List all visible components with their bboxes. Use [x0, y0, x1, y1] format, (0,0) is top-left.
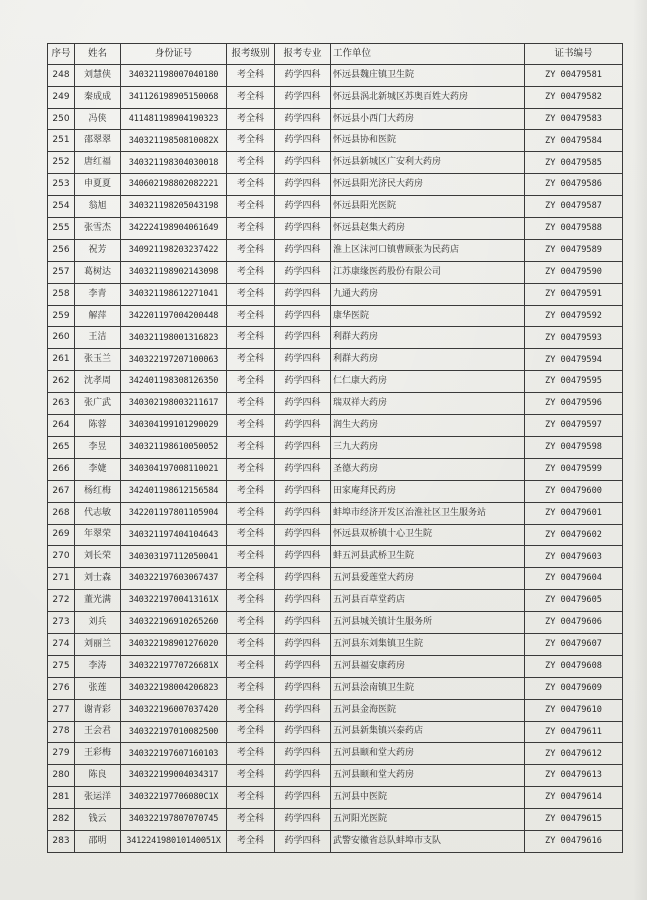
- certificate-number: ZY 00479587: [525, 196, 623, 218]
- work-unit: 五河县颐和堂大药房: [331, 765, 525, 787]
- exam-level: 考全科: [227, 393, 275, 415]
- certificate-number: ZY 00479591: [525, 283, 623, 305]
- exam-major: 药学四科: [275, 349, 331, 371]
- header-row: [48, 44, 623, 65]
- work-unit: 五河县东刘集镇卫生院: [331, 633, 525, 655]
- work-unit: 五河县福安康药房: [331, 655, 525, 677]
- certificate-number: ZY 00479603: [525, 546, 623, 568]
- work-unit: 怀远县双桥镇十心卫生院: [331, 524, 525, 546]
- exam-major: 药学四科: [275, 86, 331, 108]
- id-number: 340322197607160103: [121, 743, 227, 765]
- id-number: 340321198610050052: [121, 436, 227, 458]
- exam-level: 考全科: [227, 415, 275, 437]
- table-row: [48, 239, 623, 261]
- work-unit: 蚌埠市经济开发区治淮社区卫生服务站: [331, 502, 525, 524]
- person-name: 刘士森: [75, 568, 121, 590]
- exam-level: 考全科: [227, 480, 275, 502]
- table-row: [48, 590, 623, 612]
- work-unit: 五河县颐和堂大药房: [331, 743, 525, 765]
- row-number: 282: [48, 809, 75, 831]
- certificate-number: ZY 00479611: [525, 721, 623, 743]
- exam-level: 考全科: [227, 743, 275, 765]
- exam-level: 考全科: [227, 612, 275, 634]
- row-number: 258: [48, 283, 75, 305]
- id-number: 340304199101290029: [121, 415, 227, 437]
- person-name: 沈孝周: [75, 371, 121, 393]
- table-row: [48, 349, 623, 371]
- exam-major: 药学四科: [275, 633, 331, 655]
- exam-level: 考全科: [227, 371, 275, 393]
- row-number: 253: [48, 174, 75, 196]
- exam-major: 药学四科: [275, 174, 331, 196]
- work-unit: 瑞双祥大药房: [331, 393, 525, 415]
- header-no: 序号: [48, 44, 75, 65]
- exam-major: 药学四科: [275, 677, 331, 699]
- exam-major: 药学四科: [275, 590, 331, 612]
- exam-major: 药学四科: [275, 239, 331, 261]
- work-unit: 三九大药房: [331, 436, 525, 458]
- person-name: 李青: [75, 283, 121, 305]
- person-name: 李婕: [75, 458, 121, 480]
- id-number: 342401198612156584: [121, 480, 227, 502]
- table-row: [48, 458, 623, 480]
- work-unit: 润生大药房: [331, 415, 525, 437]
- certificate-number: ZY 00479582: [525, 86, 623, 108]
- exam-level: 考全科: [227, 196, 275, 218]
- row-number: 259: [48, 305, 75, 327]
- exam-level: 考全科: [227, 633, 275, 655]
- work-unit: 仁仁康大药房: [331, 371, 525, 393]
- person-name: 陈蓉: [75, 415, 121, 437]
- table-row: [48, 174, 623, 196]
- exam-level: 考全科: [227, 86, 275, 108]
- table-row: [48, 524, 623, 546]
- table-row: [48, 415, 623, 437]
- person-name: 张运洋: [75, 787, 121, 809]
- work-unit: 康华医院: [331, 305, 525, 327]
- work-unit: 怀远县魏庄镇卫生院: [331, 64, 525, 86]
- table-row: [48, 305, 623, 327]
- row-number: 272: [48, 590, 75, 612]
- id-number: 342201197801105904: [121, 502, 227, 524]
- exam-level: 考全科: [227, 809, 275, 831]
- row-number: 280: [48, 765, 75, 787]
- table-row: [48, 765, 623, 787]
- work-unit: 怀远县小西门大药房: [331, 108, 525, 130]
- work-unit: 九通大药房: [331, 283, 525, 305]
- row-number: 274: [48, 633, 75, 655]
- exam-major: 药学四科: [275, 371, 331, 393]
- certificate-number: ZY 00479585: [525, 152, 623, 174]
- id-number: 340322197706080C1X: [121, 787, 227, 809]
- exam-level: 考全科: [227, 174, 275, 196]
- exam-level: 考全科: [227, 568, 275, 590]
- exam-level: 考全科: [227, 524, 275, 546]
- person-name: 刘慧侠: [75, 64, 121, 86]
- person-name: 刘兵: [75, 612, 121, 634]
- row-number: 265: [48, 436, 75, 458]
- row-number: 281: [48, 787, 75, 809]
- certificate-number: ZY 00479583: [525, 108, 623, 130]
- exam-major: 药学四科: [275, 655, 331, 677]
- person-name: 张雪杰: [75, 218, 121, 240]
- work-unit: 蚌五河县武桥卫生院: [331, 546, 525, 568]
- table-row: [48, 721, 623, 743]
- table-row: [48, 546, 623, 568]
- header-id: 身份证号: [121, 44, 227, 65]
- id-number: 340322196910265260: [121, 612, 227, 634]
- work-unit: 田家庵拜民药房: [331, 480, 525, 502]
- row-number: 276: [48, 677, 75, 699]
- work-unit: 怀远县阳光医院: [331, 196, 525, 218]
- exam-major: 药学四科: [275, 152, 331, 174]
- exam-major: 药学四科: [275, 415, 331, 437]
- work-unit: 五河县新集镇兴泰药店: [331, 721, 525, 743]
- certificate-number: ZY 00479594: [525, 349, 623, 371]
- certificate-number: ZY 00479596: [525, 393, 623, 415]
- exam-major: 药学四科: [275, 458, 331, 480]
- header-name: 姓名: [75, 44, 121, 65]
- exam-major: 药学四科: [275, 196, 331, 218]
- exam-level: 考全科: [227, 436, 275, 458]
- certificate-number: ZY 00479590: [525, 261, 623, 283]
- exam-major: 药学四科: [275, 787, 331, 809]
- work-unit: 武警安徽省总队蚌埠市支队: [331, 830, 525, 852]
- id-number: 340322197207100063: [121, 349, 227, 371]
- table-row: [48, 283, 623, 305]
- exam-major: 药学四科: [275, 699, 331, 721]
- exam-major: 药学四科: [275, 743, 331, 765]
- certificate-number: ZY 00479605: [525, 590, 623, 612]
- certificate-number: ZY 00479598: [525, 436, 623, 458]
- exam-level: 考全科: [227, 590, 275, 612]
- table-body: [48, 64, 623, 852]
- exam-level: 考全科: [227, 787, 275, 809]
- row-number: 263: [48, 393, 75, 415]
- table-row: [48, 677, 623, 699]
- id-number: 340322199004034317: [121, 765, 227, 787]
- exam-major: 药学四科: [275, 524, 331, 546]
- row-number: 283: [48, 830, 75, 852]
- table-row: [48, 633, 623, 655]
- header-major: 报考专业: [275, 44, 331, 65]
- person-name: 秦成成: [75, 86, 121, 108]
- table-row: [48, 480, 623, 502]
- exam-level: 考全科: [227, 458, 275, 480]
- table-row: [48, 86, 623, 108]
- id-number: 340322197807070745: [121, 809, 227, 831]
- work-unit: 淮上区沫河口镇曹顾张为民药店: [331, 239, 525, 261]
- person-name: 葛树达: [75, 261, 121, 283]
- table-row: [48, 152, 623, 174]
- row-number: 249: [48, 86, 75, 108]
- row-number: 250: [48, 108, 75, 130]
- id-number: 340321198304030018: [121, 152, 227, 174]
- row-number: 277: [48, 699, 75, 721]
- certificate-number: ZY 00479604: [525, 568, 623, 590]
- table-row: [48, 393, 623, 415]
- certificate-number: ZY 00479616: [525, 830, 623, 852]
- person-name: 陈良: [75, 765, 121, 787]
- exam-major: 药学四科: [275, 108, 331, 130]
- work-unit: 五河县金海医院: [331, 699, 525, 721]
- exam-major: 药学四科: [275, 546, 331, 568]
- person-name: 祝芳: [75, 239, 121, 261]
- person-name: 代志敏: [75, 502, 121, 524]
- person-name: 邵明: [75, 830, 121, 852]
- work-unit: 五河县城关镇计生服务所: [331, 612, 525, 634]
- exam-level: 考全科: [227, 349, 275, 371]
- row-number: 251: [48, 130, 75, 152]
- id-number: 340322198901276020: [121, 633, 227, 655]
- work-unit: 怀远县阳光济民大药房: [331, 174, 525, 196]
- certificate-number: ZY 00479599: [525, 458, 623, 480]
- work-unit: 五河县爱莲堂大药房: [331, 568, 525, 590]
- header-level: 报考级别: [227, 44, 275, 65]
- id-number: 340322197010082500: [121, 721, 227, 743]
- id-number: 340321198612271041: [121, 283, 227, 305]
- exam-level: 考全科: [227, 721, 275, 743]
- exam-level: 考全科: [227, 239, 275, 261]
- id-number: 34032219770726681X: [121, 655, 227, 677]
- exam-level: 考全科: [227, 699, 275, 721]
- row-number: 268: [48, 502, 75, 524]
- exam-major: 药学四科: [275, 721, 331, 743]
- exam-major: 药学四科: [275, 830, 331, 852]
- work-unit: 圣德大药房: [331, 458, 525, 480]
- exam-level: 考全科: [227, 677, 275, 699]
- person-name: 杨红梅: [75, 480, 121, 502]
- row-number: 269: [48, 524, 75, 546]
- exam-major: 药学四科: [275, 64, 331, 86]
- table-row: [48, 830, 623, 852]
- table-row: [48, 809, 623, 831]
- certificate-number: ZY 00479597: [525, 415, 623, 437]
- id-number: 34032119850810082X: [121, 130, 227, 152]
- person-name: 钱云: [75, 809, 121, 831]
- certificate-number: ZY 00479584: [525, 130, 623, 152]
- work-unit: 利群大药房: [331, 349, 525, 371]
- row-number: 257: [48, 261, 75, 283]
- table-row: [48, 196, 623, 218]
- exam-level: 考全科: [227, 152, 275, 174]
- id-number: 340322198004206823: [121, 677, 227, 699]
- exam-level: 考全科: [227, 305, 275, 327]
- id-number: 340321198205043198: [121, 196, 227, 218]
- certificate-number: ZY 00479613: [525, 765, 623, 787]
- id-number: 340302198003211617: [121, 393, 227, 415]
- row-number: 278: [48, 721, 75, 743]
- id-number: 411481198904190323: [121, 108, 227, 130]
- row-number: 252: [48, 152, 75, 174]
- person-name: 张广武: [75, 393, 121, 415]
- certificate-number: ZY 00479602: [525, 524, 623, 546]
- work-unit: 怀远县新城区广安利大药房: [331, 152, 525, 174]
- certificate-number: ZY 00479593: [525, 327, 623, 349]
- person-name: 邵翠翠: [75, 130, 121, 152]
- work-unit: 五河县百草堂药店: [331, 590, 525, 612]
- person-name: 唐红福: [75, 152, 121, 174]
- person-name: 李涛: [75, 655, 121, 677]
- header-cert: 证书编号: [525, 44, 623, 65]
- work-unit: 江苏康缘医药股份有限公司: [331, 261, 525, 283]
- id-number: 340321198902143098: [121, 261, 227, 283]
- table-row: [48, 130, 623, 152]
- row-number: 266: [48, 458, 75, 480]
- exam-major: 药学四科: [275, 130, 331, 152]
- exam-level: 考全科: [227, 261, 275, 283]
- person-name: 解萍: [75, 305, 121, 327]
- row-number: 267: [48, 480, 75, 502]
- exam-level: 考全科: [227, 218, 275, 240]
- certificate-number: ZY 00479606: [525, 612, 623, 634]
- table-row: [48, 108, 623, 130]
- person-name: 董光满: [75, 590, 121, 612]
- table-row: [48, 327, 623, 349]
- id-number: 342401198308126350: [121, 371, 227, 393]
- exam-level: 考全科: [227, 283, 275, 305]
- work-unit: 五河县浍南镇卫生院: [331, 677, 525, 699]
- row-number: 261: [48, 349, 75, 371]
- id-number: 340303197112050041: [121, 546, 227, 568]
- person-name: 翁旭: [75, 196, 121, 218]
- table-row: [48, 371, 623, 393]
- row-number: 255: [48, 218, 75, 240]
- row-number: 260: [48, 327, 75, 349]
- certificate-number: ZY 00479588: [525, 218, 623, 240]
- person-name: 刘丽兰: [75, 633, 121, 655]
- certificate-number: ZY 00479600: [525, 480, 623, 502]
- exam-major: 药学四科: [275, 502, 331, 524]
- id-number: 342224198904061649: [121, 218, 227, 240]
- exam-major: 药学四科: [275, 327, 331, 349]
- work-unit: 五河县中医院: [331, 787, 525, 809]
- certificate-number: ZY 00479607: [525, 633, 623, 655]
- work-unit: 怀远县涡北新城区苏奥百姓大药房: [331, 86, 525, 108]
- exam-level: 考全科: [227, 655, 275, 677]
- person-name: 冯侠: [75, 108, 121, 130]
- certificate-number: ZY 00479614: [525, 787, 623, 809]
- page-edge-shadow: [633, 0, 647, 900]
- exam-level: 考全科: [227, 130, 275, 152]
- certificate-number: ZY 00479615: [525, 809, 623, 831]
- work-unit: 利群大药房: [331, 327, 525, 349]
- exam-level: 考全科: [227, 108, 275, 130]
- table-row: [48, 655, 623, 677]
- table-row: [48, 568, 623, 590]
- person-name: 王会君: [75, 721, 121, 743]
- person-name: 王洁: [75, 327, 121, 349]
- exam-major: 药学四科: [275, 393, 331, 415]
- exam-major: 药学四科: [275, 809, 331, 831]
- id-number: 340602198802082221: [121, 174, 227, 196]
- row-number: 270: [48, 546, 75, 568]
- header-unit: 工作单位: [331, 44, 525, 65]
- certificate-number: ZY 00479595: [525, 371, 623, 393]
- person-name: 张玉兰: [75, 349, 121, 371]
- certificate-number: ZY 00479581: [525, 64, 623, 86]
- certificate-number: ZY 00479609: [525, 677, 623, 699]
- exam-major: 药学四科: [275, 283, 331, 305]
- row-number: 271: [48, 568, 75, 590]
- certificate-number: ZY 00479592: [525, 305, 623, 327]
- id-number: 340321198001316823: [121, 327, 227, 349]
- certificate-number: ZY 00479586: [525, 174, 623, 196]
- row-number: 254: [48, 196, 75, 218]
- table-row: [48, 612, 623, 634]
- id-number: 341224198010140051X: [121, 830, 227, 852]
- id-number: 342201197004200448: [121, 305, 227, 327]
- work-unit: 怀远县赵集大药房: [331, 218, 525, 240]
- certificate-number: ZY 00479589: [525, 239, 623, 261]
- id-number: 340921198203237422: [121, 239, 227, 261]
- id-number: 341126198905150068: [121, 86, 227, 108]
- id-number: 340322197603067437: [121, 568, 227, 590]
- table-row: [48, 743, 623, 765]
- row-number: 262: [48, 371, 75, 393]
- table-row: [48, 699, 623, 721]
- certificate-number: ZY 00479601: [525, 502, 623, 524]
- id-number: 340321198007040180: [121, 64, 227, 86]
- table-row: [48, 218, 623, 240]
- certificate-number: ZY 00479608: [525, 655, 623, 677]
- row-number: 273: [48, 612, 75, 634]
- exam-level: 考全科: [227, 546, 275, 568]
- exam-major: 药学四科: [275, 261, 331, 283]
- person-name: 年翠荣: [75, 524, 121, 546]
- exam-major: 药学四科: [275, 436, 331, 458]
- exam-level: 考全科: [227, 502, 275, 524]
- person-name: 李昱: [75, 436, 121, 458]
- exam-major: 药学四科: [275, 218, 331, 240]
- exam-level: 考全科: [227, 327, 275, 349]
- exam-level: 考全科: [227, 830, 275, 852]
- exam-level: 考全科: [227, 765, 275, 787]
- id-number: 34032219700413161X: [121, 590, 227, 612]
- table-row: [48, 64, 623, 86]
- table-row: [48, 787, 623, 809]
- row-number: 275: [48, 655, 75, 677]
- person-name: 申夏夏: [75, 174, 121, 196]
- person-name: 王彩梅: [75, 743, 121, 765]
- work-unit: 五河阳光医院: [331, 809, 525, 831]
- row-number: 256: [48, 239, 75, 261]
- person-name: 谢青彩: [75, 699, 121, 721]
- exam-major: 药学四科: [275, 305, 331, 327]
- row-number: 279: [48, 743, 75, 765]
- table-row: [48, 436, 623, 458]
- exam-major: 药学四科: [275, 612, 331, 634]
- work-unit: 怀远县协和医院: [331, 130, 525, 152]
- exam-major: 药学四科: [275, 480, 331, 502]
- row-number: 248: [48, 64, 75, 86]
- certificate-number: ZY 00479612: [525, 743, 623, 765]
- row-number: 264: [48, 415, 75, 437]
- id-number: 340322196007037420: [121, 699, 227, 721]
- exam-major: 药学四科: [275, 765, 331, 787]
- person-name: 张莲: [75, 677, 121, 699]
- table-row: [48, 261, 623, 283]
- exam-major: 药学四科: [275, 568, 331, 590]
- records-table: [47, 43, 623, 853]
- person-name: 刘长荣: [75, 546, 121, 568]
- id-number: 340304197008110021: [121, 458, 227, 480]
- exam-level: 考全科: [227, 64, 275, 86]
- table-row: [48, 502, 623, 524]
- certificate-number: ZY 00479610: [525, 699, 623, 721]
- id-number: 340321197404104643: [121, 524, 227, 546]
